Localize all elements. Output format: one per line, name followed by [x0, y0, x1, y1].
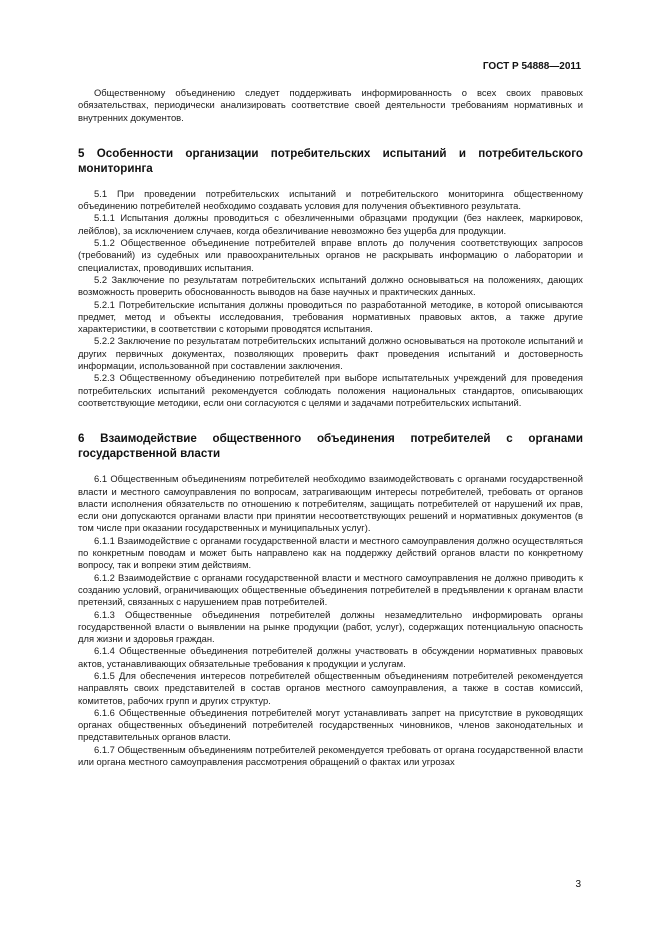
- intro-paragraph: Общественному объединению следует поддерживать информированность о всех своих правовых обязательствах, периодически анализировать соответствие своей деятельности требованиям нормативных и внутренних документов.: [78, 87, 583, 123]
- paragraph-5-2: 5.2 Заключение по результатам потребительских испытаний должно основываться на положениях, дающих возможность проверить обоснованность выводов на базе научных и практических данных.: [78, 273, 583, 298]
- section-6-heading: 6 Взаимодействие общественного объединения потребителей с органами государственной власти: [78, 432, 583, 461]
- paragraph-6-1-6: 6.1.6 Общественные объединения потребителей могут устанавливать запрет на присутствие в руководящих органах общественных объединений потребителей государственных чиновников, членов законодательных и представительных органов власти.: [78, 706, 583, 743]
- page-number: 3: [575, 879, 581, 890]
- paragraph-5-2-2: 5.2.2 Заключение по результатам потребительских испытаний должно основываться на протоколе испытаний и других первичных документах, позволяющих проверить факт проведения испытаний и достоверность информации, использованной при составлении заключения.: [78, 335, 583, 372]
- section-5-heading: 5 Особенности организации потребительских испытаний и потребительского мониторинга: [78, 146, 583, 175]
- paragraph-5-2-3: 5.2.3 Общественному объединению потребителей при выборе испытательных учреждений для проведения потребительских испытаний рекомендуется соблюдать положения национальных стандартов, описывающих соответствующие методики, если они согласуются с целями и задачами потребительских испытаний.: [78, 372, 583, 408]
- standard-number: ГОСТ Р 54888—2011: [482, 61, 581, 72]
- paragraph-6-1-2: 6.1.2 Взаимодействие с органами государственной власти и местного самоуправления не должно приводить к созданию условий, ограничивающих общественные объединения потребителей в предъявлении к органам власти претензий, связанных с нарушением прав потребителей.: [78, 571, 583, 608]
- paragraph-5-1-2: 5.1.2 Общественное объединение потребителей вправе вплоть до получения соответствующих запросов (требований) из судебных или правоохранительных органов не раскрывать информацию о лаборатории и специалистах, проводивших испытания.: [78, 237, 583, 273]
- paragraph-6-1-3: 6.1.3 Общественные объединения потребителей должны незамедлительно информировать органы государственной власти о выявлении на рынке продукции (работ, услуг), содержащих потенциальную опасность для жизни и здоровья граждан.: [78, 608, 583, 645]
- paragraph-5-2-1: 5.2.1 Потребительские испытания должны проводиться по разработанной методике, в которой описываются предмет, метод и объекты исследования, требования нормативных правовых актов, а также другие характеристики, в соответствии с которыми проводятся испытания.: [78, 298, 583, 335]
- paragraph-6-1-1: 6.1.1 Взаимодействие с органами государственной власти и местного самоуправления должно осуществляться по конкретным поводам и может быть направлено как на поддержку действий органов власти по конкретному вопросу, так и вопреки этим действиям.: [78, 534, 583, 571]
- paragraph-6-1-7: 6.1.7 Общественным объединениям потребителей рекомендуется требовать от органа государственной власти или органа местного самоуправления рассмотрения обращений о фактах или угрозах: [78, 743, 583, 768]
- paragraph-5-1-1: 5.1.1 Испытания должны проводиться с обезличенными образцами продукции (без наклеек, маркировок, лейблов), за исключением случаев, когда обезличивание невозможно без ущерба для продукции.: [78, 212, 583, 236]
- paragraph-5-1: 5.1 При проведении потребительских испытаний и потребительского мониторинга общественному объединению потребителей необходимо создавать условия для получения объективного результата.: [78, 187, 583, 212]
- paragraph-6-1-4: 6.1.4 Общественные объединения потребителей должны участвовать в обсуждении нормативных правовых актов, устанавливающих обязательные требования к продукции и услугам.: [78, 645, 583, 669]
- paragraph-6-1: 6.1 Общественным объединениям потребителей необходимо взаимодействовать с органами государственной власти и местного самоуправления по вопросам, затрагивающим интересы потребителей, требовать от органов власти исполнения обязательств по отношению к потребителям, защищать потребителей от нарушений их прав, если они допускаются органами власти при принятии несоответствующих решений и нормативных документов (в том числе при оказании государственных и муниципальных услуг).: [78, 473, 583, 534]
- paragraph-6-1-5: 6.1.5 Для обеспечения интересов потребителей общественным объединениям потребителей рекомендуется направлять своих представителей в состав органов местного самоуправления, а также в состав комиссий, комитетов, рабочих групп и других структур.: [78, 669, 583, 706]
- document-body: [78, 87, 583, 768]
